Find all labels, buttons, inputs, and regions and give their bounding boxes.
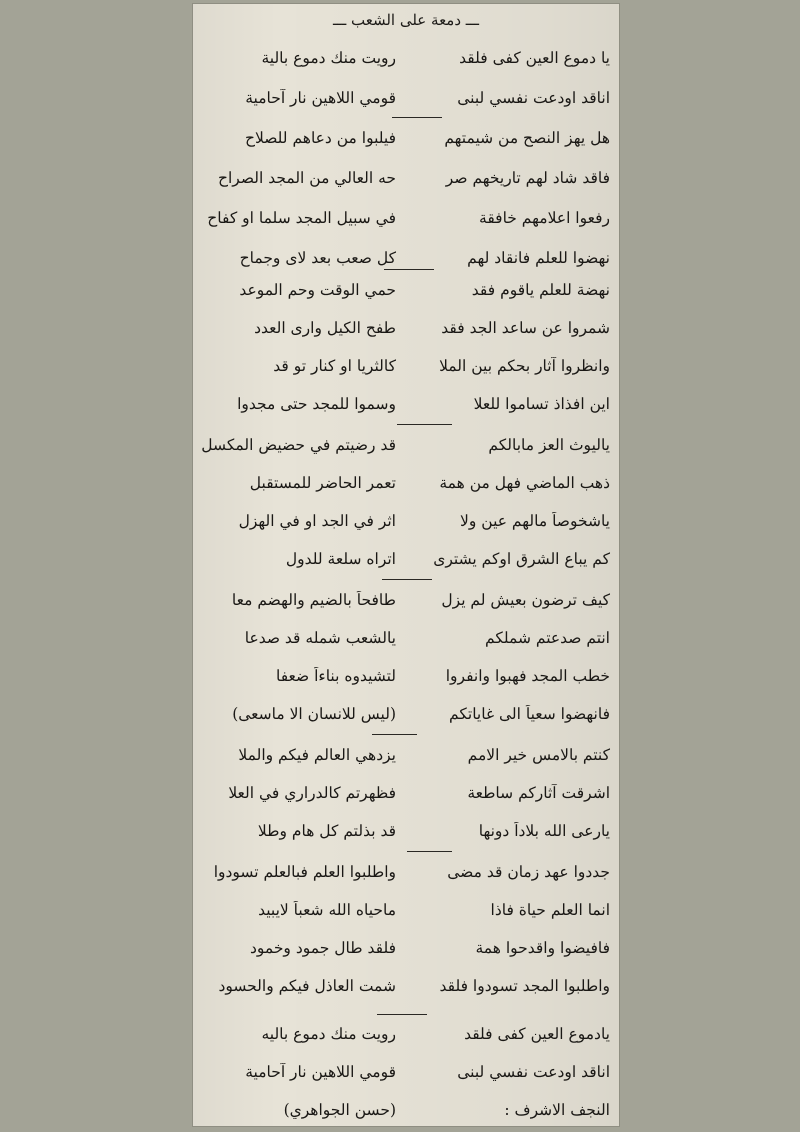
verse-first-half: فاقد شاد لهم تاريخهم صر bbox=[445, 169, 610, 187]
verse-first-half: واطلبوا المجد تسودوا فلقد bbox=[439, 977, 610, 995]
verse-second-half: قومي اللاهين نار آحامية bbox=[245, 1063, 396, 1081]
verse-first-half: فافيضوا واقدحوا همة bbox=[475, 939, 610, 957]
verse-row bbox=[192, 465, 620, 501]
verse-second-half: قومي اللاهين نار آحامية bbox=[245, 89, 396, 107]
verse-first-half: انتم صدعتم شملكم bbox=[485, 629, 610, 647]
place-name: النجف الاشرف : bbox=[504, 1101, 610, 1119]
verse-first-half: كيف ترضون بعيش لم يزل bbox=[441, 591, 610, 609]
verse-row bbox=[192, 737, 620, 773]
newspaper-clipping bbox=[192, 3, 620, 1127]
author-name: (حسن الجواهري) bbox=[283, 1101, 396, 1119]
verse-first-half: اناقد اودعت نفسي لبنى bbox=[457, 1063, 610, 1081]
verse-first-half: شمروا عن ساعد الجد فقد bbox=[441, 319, 610, 337]
section-divider bbox=[377, 1014, 427, 1015]
verse-first-half: يارعى الله بلاداً دونها bbox=[478, 822, 610, 840]
verse-row bbox=[192, 582, 620, 618]
verse-first-half: اين افذاذ تساموا للعلا bbox=[473, 395, 610, 413]
verse-second-half: فظهرتم كالدراري في العلا bbox=[228, 784, 396, 802]
verse-row bbox=[192, 80, 620, 116]
verse-row bbox=[192, 892, 620, 928]
verse-row bbox=[192, 40, 620, 76]
verse-second-half: يزدهي العالم فيكم والملا bbox=[238, 746, 396, 764]
verse-first-half: فانهضوا سعياً الى غاياتكم bbox=[449, 705, 610, 723]
verse-row bbox=[192, 930, 620, 966]
verse-second-half: ماحياه الله شعباً لايبيد bbox=[258, 901, 396, 919]
verse-second-half: فيلبوا من دعاهم للصلاح bbox=[244, 129, 396, 147]
section-divider bbox=[384, 269, 434, 270]
verse-second-half: قد بذلتم كل هام وطلا bbox=[257, 822, 396, 840]
verse-first-half: جددوا عهد زمان قد مضى bbox=[447, 863, 610, 881]
verse-row bbox=[192, 240, 620, 276]
section-divider bbox=[407, 851, 452, 852]
verse-second-half: حمي الوقت وحم الموعد bbox=[239, 281, 396, 299]
verse-first-half: كم يباع الشرق اوكم يشترى bbox=[433, 550, 610, 568]
verse-first-half: رفعوا اعلامهم خافقة bbox=[479, 209, 610, 227]
verse-second-half: رويت منك دموع باليه bbox=[261, 1025, 396, 1043]
verse-row bbox=[192, 854, 620, 890]
verse-row bbox=[192, 272, 620, 308]
verse-row bbox=[192, 620, 620, 656]
verse-first-half: وانظروا آثار بحكم بين الملا bbox=[439, 357, 610, 375]
verse-first-half: ذهب الماضي فهل من همة bbox=[439, 474, 610, 492]
verse-row bbox=[192, 658, 620, 694]
verse-first-half: ياشخوصاً مالهم عين ولا bbox=[460, 512, 610, 530]
verse-first-half: كنتم بالامس خير الامم bbox=[467, 746, 610, 764]
verse-first-half: خطب المجد فهبوا وانفروا bbox=[445, 667, 610, 685]
verse-first-half: ياليوث العز مابالكم bbox=[488, 436, 610, 454]
verse-row bbox=[192, 200, 620, 236]
verse-second-half: رويت منك دموع بالية bbox=[261, 49, 396, 67]
verse-row bbox=[192, 541, 620, 577]
verse-row bbox=[192, 427, 620, 463]
verse-row bbox=[192, 813, 620, 849]
verse-row bbox=[192, 120, 620, 156]
verse-row bbox=[192, 1016, 620, 1052]
verse-first-half: اناقد اودعت نفسي لبنى bbox=[457, 89, 610, 107]
verse-second-half: اتراه سلعة للدول bbox=[285, 550, 396, 568]
signature-row bbox=[192, 1092, 620, 1127]
verse-row bbox=[192, 696, 620, 732]
verse-second-half: طفح الكيل وارى العدد bbox=[254, 319, 396, 337]
verse-second-half: اثر في الجد او في الهزل bbox=[238, 512, 396, 530]
verse-second-half: طافحاً بالضيم والهضم معا bbox=[231, 591, 396, 609]
verse-second-half: حه العالي من المجد الصراح bbox=[217, 169, 396, 187]
verse-second-half: في سبيل المجد سلما او كفاح bbox=[207, 209, 396, 227]
verse-row bbox=[192, 310, 620, 346]
verse-second-half: كل صعب بعد لاى وجماح bbox=[239, 249, 396, 267]
section-divider bbox=[372, 734, 417, 735]
section-divider bbox=[397, 424, 452, 425]
section-divider bbox=[392, 117, 442, 118]
verse-row bbox=[192, 386, 620, 422]
verse-second-half: لتشيدوه بناءاً ضعفا bbox=[275, 667, 396, 685]
section-divider bbox=[382, 579, 432, 580]
verse-second-half: (ليس للانسان الا ماسعى) bbox=[232, 705, 396, 723]
verse-first-half: هل يهز النصح من شيمتهم bbox=[444, 129, 610, 147]
verse-first-half: يا دموع العين كفى فلقد bbox=[459, 49, 610, 67]
verse-first-half: انما العلم حياة فاذا bbox=[490, 901, 610, 919]
verse-row bbox=[192, 968, 620, 1004]
verse-first-half: نهضة للعلم ياقوم فقد bbox=[471, 281, 610, 299]
verse-second-half: يالشعب شمله قد صدعا bbox=[244, 629, 396, 647]
verse-row bbox=[192, 503, 620, 539]
verse-row bbox=[192, 348, 620, 384]
verse-first-half: اشرقت آثاركم ساطعة bbox=[467, 784, 610, 802]
verse-first-half: نهضوا للعلم فانقاد لهم bbox=[467, 249, 610, 267]
verse-row bbox=[192, 1054, 620, 1090]
verse-row bbox=[192, 160, 620, 196]
verse-second-half: وسموا للمجد حتى مجدوا bbox=[237, 395, 396, 413]
verse-first-half: يادموع العين كفى فلقد bbox=[464, 1025, 610, 1043]
verse-second-half: فلقد طال جمود وخمود bbox=[249, 939, 396, 957]
verse-second-half: كالثريا او كنار تو قد bbox=[273, 357, 396, 375]
verse-row bbox=[192, 775, 620, 811]
verse-second-half: تعمر الحاضر للمستقبل bbox=[249, 474, 396, 492]
verse-second-half: قد رضيتم في حضيض المكسل bbox=[201, 436, 396, 454]
poem-title: ـــ دمعة على الشعب ـــ bbox=[333, 11, 479, 29]
verse-second-half: شمت العاذل فيكم والحسود bbox=[218, 977, 396, 995]
verse-second-half: واطلبوا العلم فبالعلم تسودوا bbox=[213, 863, 396, 881]
